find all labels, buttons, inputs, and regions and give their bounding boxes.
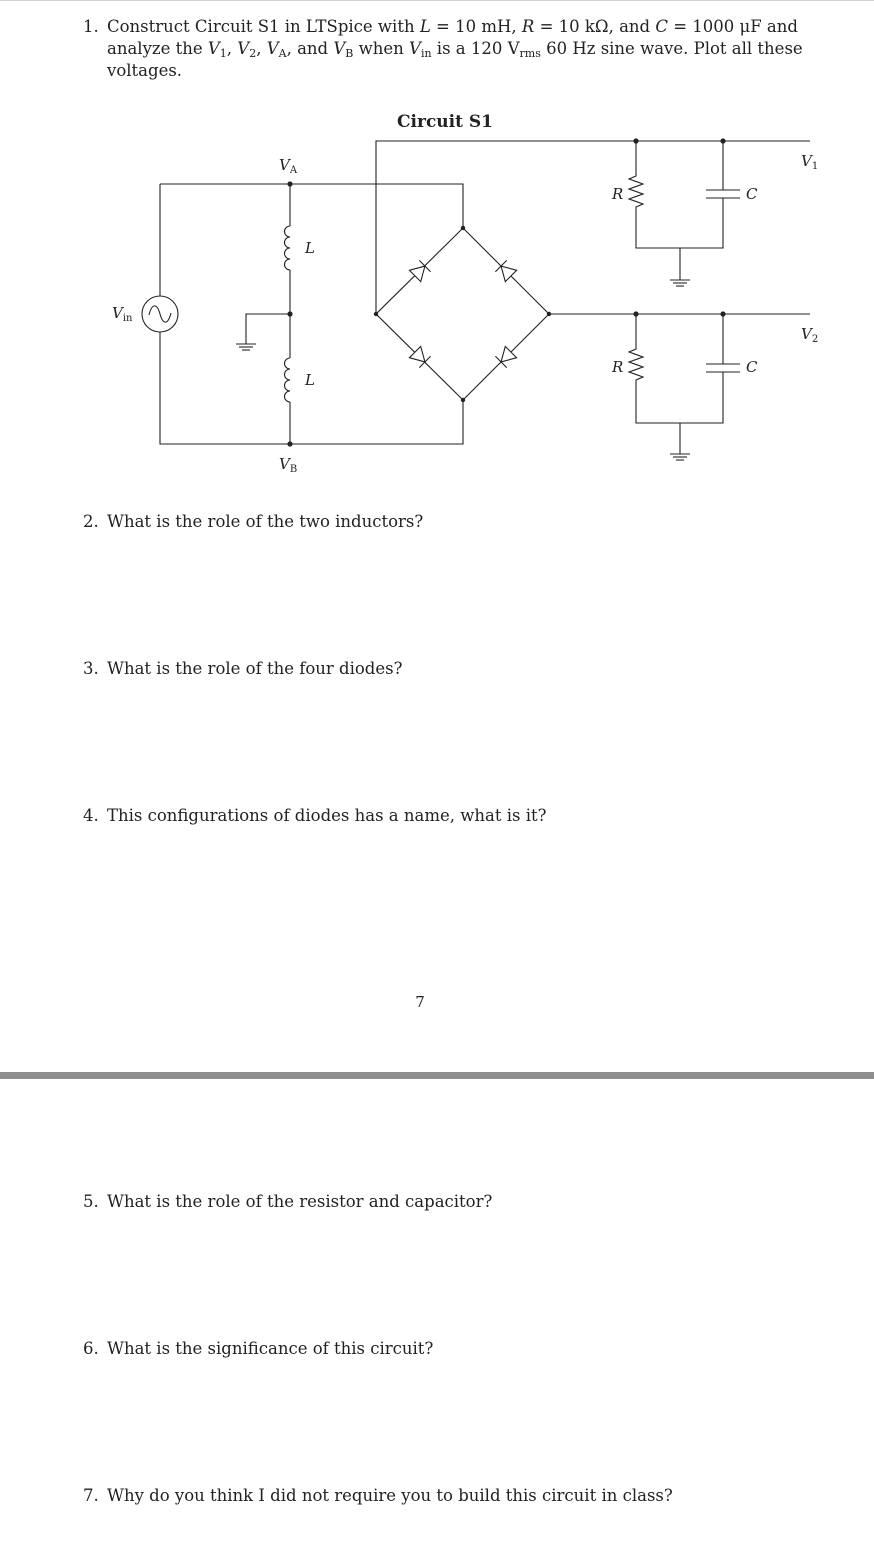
- label-v2: V2: [801, 325, 819, 345]
- q1-var-c: C: [655, 17, 668, 36]
- node-dot: [633, 311, 638, 316]
- q1-var-va: V: [266, 39, 279, 58]
- ground-icon: [670, 454, 690, 460]
- q1-var-v1: V: [207, 39, 220, 58]
- question-1-line-2: [83, 38, 803, 60]
- question-3: [83, 658, 402, 680]
- question-text: What is the significance of this circuit?: [107, 1339, 434, 1358]
- node-dot: [633, 138, 638, 143]
- q1-sub: B: [345, 47, 354, 60]
- question-number: 2.: [83, 512, 99, 531]
- question-1-line-1: [83, 16, 803, 38]
- q1-var-vb: V: [333, 39, 346, 58]
- q1-text: ,: [226, 39, 238, 58]
- node-dot: [720, 138, 725, 143]
- question-5: [83, 1191, 492, 1213]
- wire: [246, 314, 290, 344]
- q1-text: 60 Hz sine wave. Plot all these: [540, 39, 803, 58]
- q1-text: analyze the: [107, 39, 208, 58]
- circuit-title: Circuit S1: [397, 112, 493, 132]
- question-1: [83, 16, 803, 82]
- resistor-icon: [629, 347, 643, 382]
- wire: [376, 141, 810, 314]
- question-number: 4.: [83, 806, 99, 825]
- question-number: 3.: [83, 659, 99, 678]
- wire: [636, 372, 723, 423]
- question-number: 6.: [83, 1339, 99, 1358]
- node-dot: [461, 226, 465, 230]
- question-text: What is the role of the two inductors?: [107, 512, 424, 531]
- node-dot: [287, 441, 292, 446]
- q1-var-v2: V: [237, 39, 250, 58]
- node-dot: [287, 181, 292, 186]
- page-top-border: [0, 0, 874, 1]
- q1-text: = 1000 μF and: [667, 17, 798, 36]
- label-r2: R: [612, 358, 624, 376]
- capacitor-icon: [706, 190, 740, 198]
- q1-sub: rms: [519, 47, 541, 60]
- question-number: 5.: [83, 1192, 99, 1211]
- label-vin: Vin: [112, 304, 133, 324]
- bridge-diamond: [376, 228, 549, 400]
- question-6: [83, 1338, 433, 1360]
- label-c2: C: [746, 358, 758, 376]
- ground-icon: [670, 280, 690, 286]
- q1-text: = 10 kΩ, and: [534, 17, 656, 36]
- q1-sub: A: [278, 47, 287, 60]
- question-text: What is the role of the resistor and capacitor?: [107, 1192, 493, 1211]
- q1-var-l: L: [419, 17, 431, 36]
- q1-var-r: R: [521, 17, 535, 36]
- label-r1: R: [612, 185, 624, 203]
- node-dot: [287, 311, 292, 316]
- label-l1: L: [305, 239, 315, 257]
- node-dot: [720, 311, 725, 316]
- capacitor-icon: [706, 364, 740, 372]
- q1-var-vin: V: [409, 39, 421, 58]
- page-number: 7: [415, 993, 425, 1011]
- q1-sub: 1: [219, 47, 227, 60]
- node-dot: [461, 398, 465, 402]
- q1-sub: 2: [249, 47, 257, 60]
- question-7: [83, 1485, 673, 1507]
- label-va: VA: [279, 156, 298, 176]
- resistor-icon: [629, 174, 643, 209]
- question-text: Why do you think I did not require you to build this circuit in class?: [107, 1486, 673, 1505]
- label-c1: C: [746, 185, 758, 203]
- inductor-icon: [285, 358, 290, 402]
- inductor-icon: [285, 226, 290, 270]
- ground-icon: [236, 344, 256, 350]
- q1-text: , and: [286, 39, 334, 58]
- question-1-line-3: voltages.: [107, 61, 183, 80]
- label-v1: V1: [801, 152, 819, 172]
- q1-text: Construct Circuit S1 in LTSpice with: [107, 17, 420, 36]
- q1-text: ,: [256, 39, 267, 58]
- label-vb: VB: [279, 455, 298, 475]
- q1-sub: in: [420, 47, 432, 60]
- question-1-number: 1.: [83, 17, 99, 36]
- question-4: [83, 805, 546, 827]
- question-text: What is the role of the four diodes?: [107, 659, 403, 678]
- question-number: 7.: [83, 1486, 99, 1505]
- q1-text: is a 120 V: [431, 39, 520, 58]
- q1-text: when: [353, 39, 410, 58]
- page-break-separator: [0, 1072, 874, 1079]
- circuit-s1-diagram: [0, 100, 874, 490]
- label-l2: L: [305, 371, 315, 389]
- question-text: This configurations of diodes has a name, what is it?: [107, 806, 547, 825]
- wire: [636, 198, 723, 248]
- wire: [160, 184, 463, 228]
- question-2: [83, 511, 423, 533]
- q1-text: = 10 mH,: [430, 17, 522, 36]
